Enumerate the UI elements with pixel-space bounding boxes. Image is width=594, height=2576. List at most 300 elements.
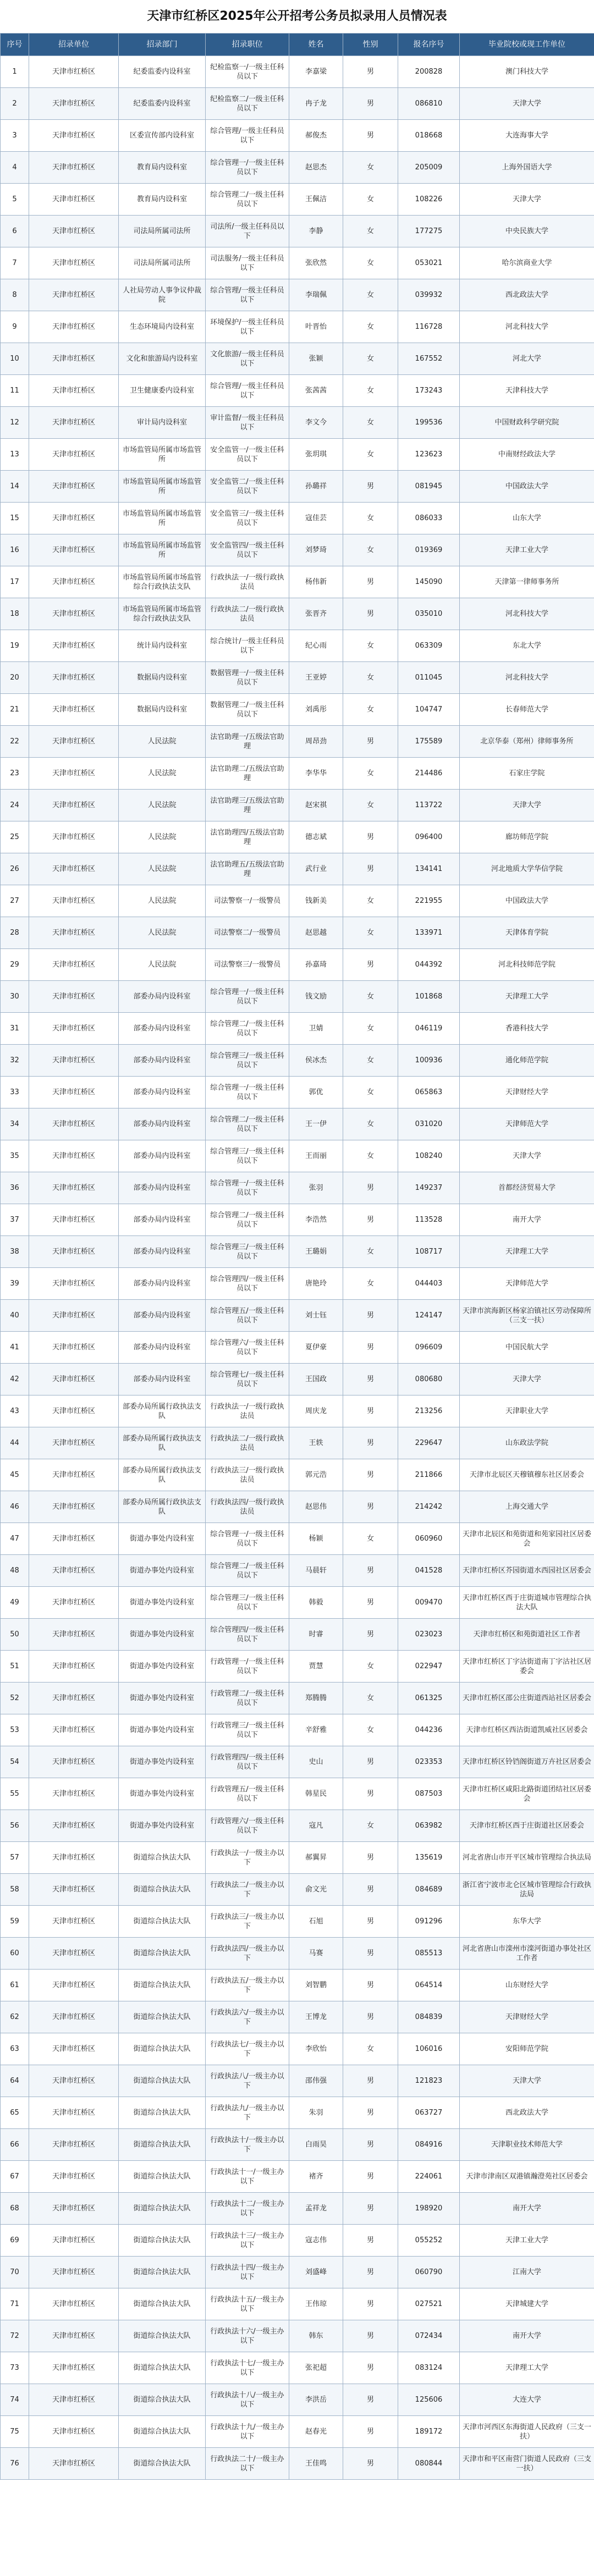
cell-position: 行政执法十八/一级主办以下 [206,2384,289,2416]
cell-gender: 男 [343,88,398,120]
cell-index: 62 [1,2001,29,2033]
cell-unit: 天津市红桥区 [29,2225,119,2257]
cell-school-or-workplace: 天津市北辰区天穆镇穆东社区居委会 [460,1459,594,1491]
cell-gender: 男 [343,2065,398,2097]
cell-department: 纪委监委内设科室 [119,88,206,120]
cell-position: 行政执法十五/一级主办以下 [206,2288,289,2320]
cell-name: 朱羽 [289,2097,343,2129]
cell-name: 李华华 [289,758,343,790]
cell-registration-number: 044392 [398,949,460,981]
cell-school-or-workplace: 天津师范大学 [460,1108,594,1140]
cell-name: 张茜茜 [289,375,343,407]
cell-department: 部委办局内设科室 [119,1204,206,1236]
cell-department: 街道综合执法大队 [119,1842,206,1874]
cell-unit: 天津市红桥区 [29,1300,119,1332]
cell-gender: 男 [343,2129,398,2161]
cell-unit: 天津市红桥区 [29,2097,119,2129]
cell-name: 侯冰杰 [289,1045,343,1077]
cell-position: 综合管理一/一级主任科员以下 [206,152,289,184]
table-row [1,1013,594,1045]
cell-registration-number: 175589 [398,726,460,758]
table-row [1,853,594,885]
cell-name: 王博龙 [289,2001,343,2033]
cell-department: 街道综合执法大队 [119,2033,206,2065]
cell-name: 张晋齐 [289,598,343,630]
header-index: 序号 [1,34,29,56]
cell-school-or-workplace: 天津市北辰区和苑街道和苑家园社区居委会 [460,1523,594,1555]
cell-school-or-workplace: 天津市红桥区西沽街道凯威社区居委会 [460,1714,594,1746]
cell-registration-number: 135619 [398,1842,460,1874]
cell-unit: 天津市红桥区 [29,279,119,311]
cell-name: 孙璐祥 [289,471,343,503]
cell-gender: 男 [343,1778,398,1810]
cell-index: 51 [1,1651,29,1683]
cell-unit: 天津市红桥区 [29,2065,119,2097]
cell-gender: 男 [343,1172,398,1204]
table-row [1,1938,594,1970]
cell-registration-number: 084839 [398,2001,460,2033]
cell-index: 36 [1,1172,29,1204]
table-row [1,1587,594,1619]
cell-name: 李嘉梁 [289,56,343,88]
cell-registration-number: 224061 [398,2161,460,2193]
cell-name: 刘智鹏 [289,1970,343,2001]
cell-name: 杨伟新 [289,566,343,598]
table-row [1,1204,594,1236]
table-row [1,375,594,407]
cell-gender: 男 [343,2193,398,2225]
cell-school-or-workplace: 河北省唐山市滦州市滦河街道办事处社区工作者 [460,1938,594,1970]
cell-gender: 男 [343,2001,398,2033]
cell-index: 24 [1,790,29,821]
table-row [1,1651,594,1683]
cell-school-or-workplace: 天津工业大学 [460,534,594,566]
cell-gender: 女 [343,216,398,247]
table-row [1,949,594,981]
cell-department: 市场监管局所属市场监管所 [119,439,206,471]
cell-index: 3 [1,120,29,152]
cell-school-or-workplace: 中国民航大学 [460,1332,594,1364]
cell-department: 人民法院 [119,790,206,821]
cell-position: 行政执法四/一级主办以下 [206,1938,289,1970]
cell-position: 综合管理四/一级主任科员以下 [206,1619,289,1651]
cell-school-or-workplace: 天津职业大学 [460,1395,594,1427]
cell-unit: 天津市红桥区 [29,1810,119,1842]
cell-unit: 天津市红桥区 [29,1364,119,1395]
cell-gender: 男 [343,1300,398,1332]
cell-position: 司法所/一级主任科员以下 [206,216,289,247]
cell-school-or-workplace: 河北科技师范学院 [460,949,594,981]
cell-gender: 男 [343,2352,398,2384]
cell-registration-number: 113722 [398,790,460,821]
cell-department: 部委办局内设科室 [119,981,206,1013]
cell-gender: 男 [343,1459,398,1491]
table-row [1,1332,594,1364]
table-row [1,694,594,726]
cell-school-or-workplace: 大连大学 [460,2384,594,2416]
cell-school-or-workplace: 通化师范学院 [460,1045,594,1077]
cell-school-or-workplace: 首都经济贸易大学 [460,1172,594,1204]
cell-position: 行政执法十六/一级主办以下 [206,2320,289,2352]
table-row [1,1555,594,1587]
cell-position: 安全监管四/一级主任科员以下 [206,534,289,566]
cell-gender: 男 [343,2384,398,2416]
cell-unit: 天津市红桥区 [29,1842,119,1874]
cell-school-or-workplace: 长春师范大学 [460,694,594,726]
cell-position: 行政执法十四/一级主办以下 [206,2257,289,2288]
cell-registration-number: 104747 [398,694,460,726]
cell-school-or-workplace: 上海外国语大学 [460,152,594,184]
cell-gender: 男 [343,1204,398,1236]
cell-position: 综合管理五/一级主任科员以下 [206,1300,289,1332]
cell-position: 法官助理四/五级法官助理 [206,821,289,853]
cell-unit: 天津市红桥区 [29,949,119,981]
cell-index: 23 [1,758,29,790]
cell-unit: 天津市红桥区 [29,1714,119,1746]
cell-department: 人民法院 [119,885,206,917]
cell-name: 石旭 [289,1906,343,1938]
cell-school-or-workplace: 石家庄学院 [460,758,594,790]
table-row [1,2288,594,2320]
cell-unit: 天津市红桥区 [29,758,119,790]
cell-registration-number: 189172 [398,2416,460,2448]
cell-unit: 天津市红桥区 [29,662,119,694]
table-row [1,2129,594,2161]
table-row [1,885,594,917]
cell-name: 德志斌 [289,821,343,853]
cell-registration-number: 035010 [398,598,460,630]
cell-position: 综合管理三/一级主任科员以下 [206,1140,289,1172]
cell-school-or-workplace: 山东大学 [460,503,594,534]
table-row [1,1778,594,1810]
cell-name: 王而丽 [289,1140,343,1172]
cell-name: 武行业 [289,853,343,885]
cell-school-or-workplace: 河北科技大学 [460,662,594,694]
cell-gender: 女 [343,917,398,949]
cell-school-or-workplace: 江南大学 [460,2257,594,2288]
cell-gender: 男 [343,1746,398,1778]
table-row [1,1874,594,1906]
cell-position: 行政执法九/一级主办以下 [206,2097,289,2129]
cell-gender: 男 [343,2161,398,2193]
cell-department: 市场监管局所属市场监管所 [119,534,206,566]
cell-unit: 天津市红桥区 [29,2001,119,2033]
cell-index: 46 [1,1491,29,1523]
cell-department: 部委办局内设科室 [119,1364,206,1395]
table-row [1,2225,594,2257]
header-department: 招录部门 [119,34,206,56]
cell-registration-number: 213256 [398,1395,460,1427]
cell-position: 审计监督/一级主任科员以下 [206,407,289,439]
cell-unit: 天津市红桥区 [29,981,119,1013]
cell-registration-number: 086810 [398,88,460,120]
cell-index: 28 [1,917,29,949]
cell-name: 赵宋祺 [289,790,343,821]
cell-department: 统计局内设科室 [119,630,206,662]
cell-registration-number: 113528 [398,1204,460,1236]
cell-unit: 天津市红桥区 [29,1045,119,1077]
cell-unit: 天津市红桥区 [29,534,119,566]
cell-unit: 天津市红桥区 [29,1108,119,1140]
cell-gender: 女 [343,1013,398,1045]
cell-name: 王轶 [289,1427,343,1459]
cell-department: 街道综合执法大队 [119,2193,206,2225]
cell-name: 赵思杰 [289,152,343,184]
cell-name: 李欣怡 [289,2033,343,2065]
cell-name: 寇志伟 [289,2225,343,2257]
cell-department: 部委办局内设科室 [119,1077,206,1108]
cell-unit: 天津市红桥区 [29,503,119,534]
cell-department: 部委办局内设科室 [119,1236,206,1268]
cell-unit: 天津市红桥区 [29,1395,119,1427]
cell-school-or-workplace: 河北大学 [460,343,594,375]
cell-school-or-workplace: 天津大学 [460,88,594,120]
table-row [1,407,594,439]
cell-unit: 天津市红桥区 [29,56,119,88]
cell-registration-number: 221955 [398,885,460,917]
cell-index: 27 [1,885,29,917]
cell-department: 区委宣传部内设科室 [119,120,206,152]
cell-position: 综合管理二/一级主任科员以下 [206,1204,289,1236]
cell-gender: 女 [343,885,398,917]
cell-index: 66 [1,2129,29,2161]
cell-registration-number: 123623 [398,439,460,471]
cell-school-or-workplace: 中国政法大学 [460,471,594,503]
cell-unit: 天津市红桥区 [29,2448,119,2480]
cell-gender: 男 [343,1332,398,1364]
cell-index: 18 [1,598,29,630]
cell-position: 安全监管三/一级主任科员以下 [206,503,289,534]
table-row [1,2097,594,2129]
cell-unit: 天津市红桥区 [29,1619,119,1651]
cell-department: 街道办事处内设科室 [119,1619,206,1651]
cell-index: 53 [1,1714,29,1746]
cell-index: 72 [1,2320,29,2352]
cell-unit: 天津市红桥区 [29,2193,119,2225]
cell-department: 街道综合执法大队 [119,2352,206,2384]
cell-school-or-workplace: 天津大学 [460,1140,594,1172]
cell-unit: 天津市红桥区 [29,694,119,726]
cell-position: 综合管理/一级主任科员以下 [206,120,289,152]
cell-gender: 男 [343,949,398,981]
cell-registration-number: 096400 [398,821,460,853]
cell-registration-number: 087503 [398,1778,460,1810]
cell-unit: 天津市红桥区 [29,566,119,598]
cell-unit: 天津市红桥区 [29,2161,119,2193]
cell-position: 行政执法十三/一级主办以下 [206,2225,289,2257]
cell-school-or-workplace: 东华大学 [460,1906,594,1938]
cell-school-or-workplace: 天津财经大学 [460,1077,594,1108]
cell-name: 郑腾腾 [289,1683,343,1714]
cell-school-or-workplace: 河北科技大学 [460,598,594,630]
table-row [1,630,594,662]
cell-registration-number: 108717 [398,1236,460,1268]
cell-registration-number: 011045 [398,662,460,694]
table-row [1,2320,594,2352]
cell-name: 王一伊 [289,1108,343,1140]
cell-position: 环境保护/一级主任科员以下 [206,311,289,343]
cell-department: 数据局内设科室 [119,662,206,694]
table-row [1,566,594,598]
cell-department: 街道综合执法大队 [119,2225,206,2257]
cell-position: 综合管理七/一级主任科员以下 [206,1364,289,1395]
cell-department: 部委办局内设科室 [119,1108,206,1140]
table-row [1,1459,594,1491]
cell-registration-number: 065863 [398,1077,460,1108]
cell-name: 俞文光 [289,1874,343,1906]
table-row [1,2416,594,2448]
cell-unit: 天津市红桥区 [29,375,119,407]
cell-index: 65 [1,2097,29,2129]
cell-name: 周庆龙 [289,1395,343,1427]
cell-index: 15 [1,503,29,534]
cell-unit: 天津市红桥区 [29,1332,119,1364]
cell-registration-number: 084689 [398,1874,460,1906]
cell-unit: 天津市红桥区 [29,853,119,885]
cell-school-or-workplace: 天津科技大学 [460,375,594,407]
cell-index: 6 [1,216,29,247]
cell-registration-number: 083124 [398,2352,460,2384]
cell-unit: 天津市红桥区 [29,471,119,503]
table-row [1,1395,594,1427]
cell-registration-number: 145090 [398,566,460,598]
cell-department: 街道办事处内设科室 [119,1746,206,1778]
cell-name: 张玥琪 [289,439,343,471]
header-registration-number: 报名序号 [398,34,460,56]
cell-school-or-workplace: 天津市红桥区丁字沽街道南丁字沽社区居委会 [460,1651,594,1683]
cell-name: 郭元浩 [289,1459,343,1491]
cell-registration-number: 134141 [398,853,460,885]
cell-school-or-workplace: 天津大学 [460,184,594,216]
cell-unit: 天津市红桥区 [29,790,119,821]
cell-unit: 天津市红桥区 [29,630,119,662]
cell-department: 人民法院 [119,726,206,758]
cell-gender: 女 [343,375,398,407]
cell-department: 部委办局所属行政执法支队 [119,1491,206,1523]
table-row [1,2065,594,2097]
table-row [1,152,594,184]
cell-unit: 天津市红桥区 [29,247,119,279]
cell-unit: 天津市红桥区 [29,2288,119,2320]
cell-name: 王国政 [289,1364,343,1395]
table-row [1,1491,594,1523]
table-row [1,2001,594,2033]
cell-name: 钱新美 [289,885,343,917]
table-row [1,1172,594,1204]
cell-department: 街道综合执法大队 [119,2161,206,2193]
cell-index: 42 [1,1364,29,1395]
table-row [1,1140,594,1172]
cell-school-or-workplace: 天津市红桥区和苑街道社区工作者 [460,1619,594,1651]
cell-registration-number: 055252 [398,2225,460,2257]
table-header-row [1,34,594,56]
header-gender: 性别 [343,34,398,56]
cell-name: 寇佳芸 [289,503,343,534]
cell-index: 64 [1,2065,29,2097]
cell-unit: 天津市红桥区 [29,2320,119,2352]
cell-school-or-workplace: 天津大学 [460,790,594,821]
cell-position: 综合管理三/一级主任科员以下 [206,1236,289,1268]
cell-index: 26 [1,853,29,885]
cell-unit: 天津市红桥区 [29,343,119,375]
cell-gender: 男 [343,1874,398,1906]
cell-department: 人民法院 [119,949,206,981]
cell-gender: 男 [343,566,398,598]
cell-gender: 女 [343,1651,398,1683]
cell-department: 部委办局所属行政执法支队 [119,1459,206,1491]
cell-department: 街道综合执法大队 [119,2001,206,2033]
cell-name: 纪心雨 [289,630,343,662]
cell-registration-number: 039932 [398,279,460,311]
cell-department: 街道综合执法大队 [119,2129,206,2161]
cell-unit: 天津市红桥区 [29,1013,119,1045]
cell-name: 贾慧 [289,1651,343,1683]
cell-registration-number: 108226 [398,184,460,216]
cell-department: 街道综合执法大队 [119,2097,206,2129]
cell-position: 行政管理四/一级主任科员以下 [206,1746,289,1778]
table-row [1,184,594,216]
cell-name: 王璐娟 [289,1236,343,1268]
table-row [1,1714,594,1746]
cell-department: 街道综合执法大队 [119,1938,206,1970]
cell-gender: 女 [343,439,398,471]
cell-unit: 天津市红桥区 [29,1077,119,1108]
cell-position: 综合管理四/一级主任科员以下 [206,1268,289,1300]
cell-unit: 天津市红桥区 [29,1491,119,1523]
cell-school-or-workplace: 天津市红桥区铃铛阁街道万卉社区居委会 [460,1746,594,1778]
cell-position: 行政执法四/一级行政执法员 [206,1491,289,1523]
cell-name: 马晨轩 [289,1555,343,1587]
cell-unit: 天津市红桥区 [29,184,119,216]
cell-department: 部委办局所属行政执法支队 [119,1395,206,1427]
table-row [1,2257,594,2288]
cell-position: 法官助理五/五级法官助理 [206,853,289,885]
cell-gender: 男 [343,2416,398,2448]
cell-school-or-workplace: 天津市红桥区芥园街道水西园社区居委会 [460,1555,594,1587]
cell-gender: 男 [343,2225,398,2257]
cell-unit: 天津市红桥区 [29,2033,119,2065]
cell-index: 71 [1,2288,29,2320]
cell-registration-number: 108240 [398,1140,460,1172]
cell-registration-number: 149237 [398,1172,460,1204]
cell-registration-number: 100936 [398,1045,460,1077]
table-row [1,1523,594,1555]
cell-position: 安全监管二/一级主任科员以下 [206,471,289,503]
cell-gender: 男 [343,1906,398,1938]
cell-registration-number: 091296 [398,1906,460,1938]
cell-position: 行政执法六/一级主办以下 [206,2001,289,2033]
cell-index: 75 [1,2416,29,2448]
cell-position: 行政管理二/一级主任科员以下 [206,1683,289,1714]
table-row [1,216,594,247]
cell-position: 纪检监察一/一级主任科员以下 [206,56,289,88]
cell-unit: 天津市红桥区 [29,1970,119,2001]
cell-registration-number: 064514 [398,1970,460,2001]
cell-gender: 男 [343,56,398,88]
cell-name: 孙嘉琦 [289,949,343,981]
cell-name: 孟祥龙 [289,2193,343,2225]
cell-index: 1 [1,56,29,88]
cell-name: 褚齐 [289,2161,343,2193]
cell-school-or-workplace: 山东财经大学 [460,1970,594,2001]
cell-index: 8 [1,279,29,311]
cell-registration-number: 081945 [398,471,460,503]
cell-department: 部委办局内设科室 [119,1332,206,1364]
cell-unit: 天津市红桥区 [29,2129,119,2161]
cell-index: 69 [1,2225,29,2257]
cell-unit: 天津市红桥区 [29,1555,119,1587]
cell-index: 33 [1,1077,29,1108]
